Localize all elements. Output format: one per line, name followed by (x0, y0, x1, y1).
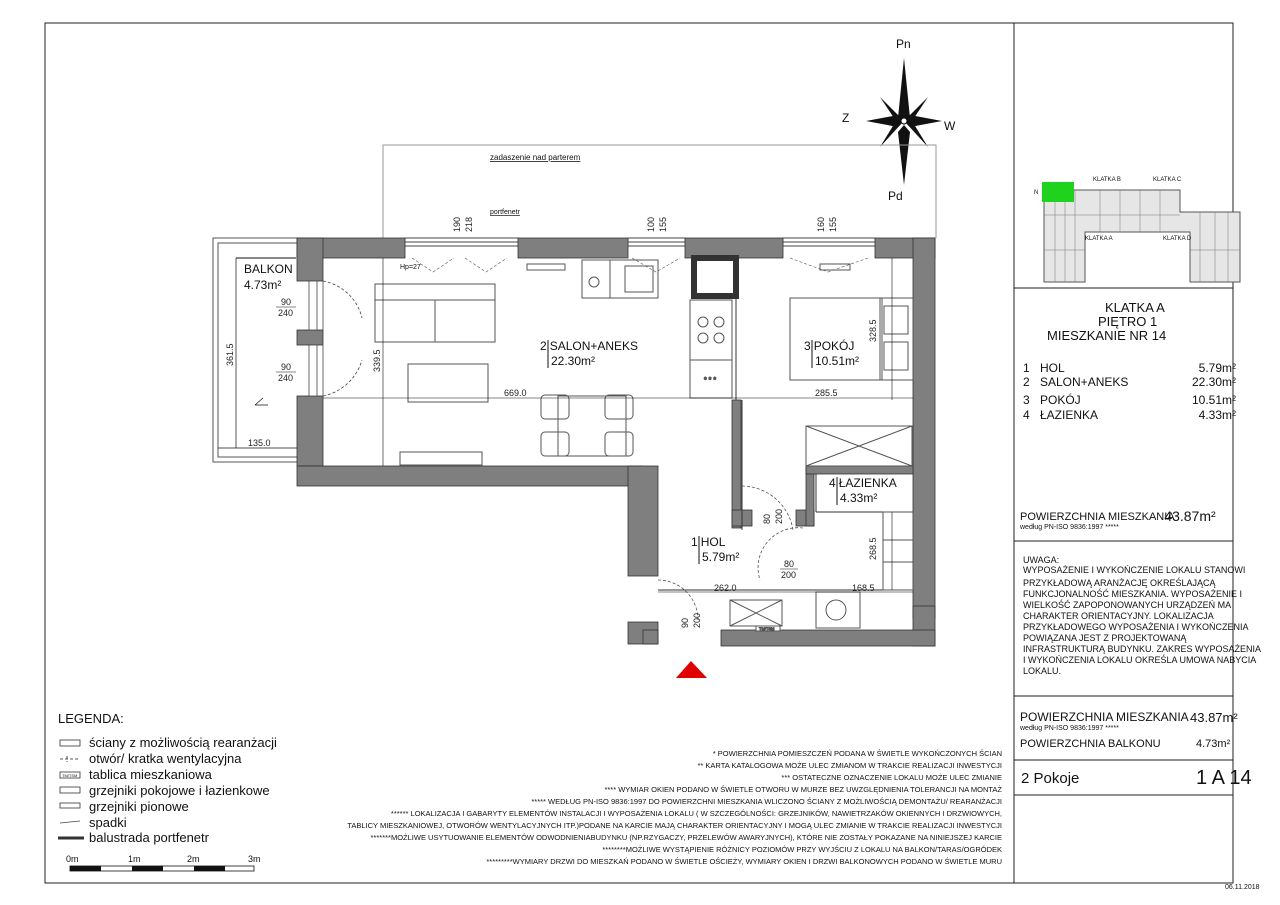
balcony-area: 4.73m² (244, 278, 282, 292)
svg-text:2: 2 (1023, 375, 1030, 389)
dimension-lines (323, 258, 913, 592)
svg-text:5.79m²: 5.79m² (1198, 361, 1236, 375)
legend-swatch-ventilation (60, 756, 80, 762)
scale-label-2: 2m (187, 854, 200, 864)
svg-text:INFRASTRUKTURĄ BUDYNKU. ZAKRES: INFRASTRUKTURĄ BUDYNKU. ZAKRES WYPOSAŻENIA (1023, 644, 1262, 654)
portfenetr-label: portfenetr (490, 209, 520, 216)
window3-height-a: 160 (816, 216, 826, 232)
svg-text:* * *: * * * (704, 377, 717, 384)
room-label-pokoj (804, 338, 859, 368)
svg-text:3POKÓJ: 3 POKÓJ (804, 339, 855, 353)
bathroom-cabinet (883, 512, 913, 590)
apartment-walls (297, 238, 935, 646)
legend-item-slopes: spadki (89, 815, 127, 830)
compass-rose (842, 37, 956, 203)
balcony-door2-width: 90 (281, 362, 292, 372)
svg-text:3: 3 (1023, 393, 1030, 407)
legend-title: LEGENDA: (58, 711, 124, 726)
info-pietro: PIĘTRO 1 (1098, 314, 1158, 329)
legend-item-walls: ściany z możliwością rearanżacji (89, 735, 277, 750)
svg-text:SALON+ANEKS: SALON+ANEKS (1040, 375, 1129, 389)
room-label-lazienka (829, 476, 897, 505)
info-klatka: KLATKA A (1105, 300, 1165, 315)
balcony-door1-height: 240 (278, 308, 294, 318)
svg-text:22.30m²: 22.30m² (1191, 375, 1236, 389)
washing-machine (816, 592, 860, 628)
svg-text:1: 1 (1023, 361, 1030, 375)
balcony-door2-height: 240 (278, 373, 294, 383)
svg-text:ŁAZIENKA: ŁAZIENKA (1040, 408, 1099, 422)
legend (58, 711, 277, 845)
scale-label-1: 1m (128, 854, 141, 864)
info-area-value: 43.87m² (1164, 508, 1216, 524)
legend-item-ventilation: otwór/ kratka wentylacyjna (89, 751, 242, 766)
dim-135: 135.0 (248, 438, 271, 448)
svg-text:PRZYKŁADOWĄ ARANŻACJĘ OKREŚLAJ: PRZYKŁADOWĄ ARANŻACJĘ OKREŚLAJĄCĄ (1023, 578, 1216, 588)
svg-text:1HOL: 1 HOL (691, 535, 726, 549)
window1-height-b: 218 (464, 216, 474, 232)
legend-swatch-slopes (60, 821, 80, 823)
legend-item-panel: tablica mieszkaniowa (89, 767, 212, 782)
windows (400, 209, 875, 272)
footnote-2: ** KARTA KATALOGOWA MOŻE ULEC ZMIANOM W TRAKCIE REALIZACJI INWESTYCJI (697, 761, 1002, 770)
dim-285: 285.5 (815, 388, 838, 398)
summary-area-sub: według PN-ISO 9836:1997 ***** (1020, 725, 1119, 732)
hp-label: Hp=27 (400, 264, 421, 271)
info-area-label: POWIERZCHNIA MIESZKANIA (1020, 511, 1175, 523)
footnote-6b: TABLICY MIESZKANIOWEJ, OTWORÓW WENTYLACYJNYCH ITP.)PODANE NA KARCIE MAJĄ CHARAKTER ORIENTACYJNY I MOGĄ ULEC ZMIANIE W TRAKCIE REALIZACJI INWESTYCJI (347, 821, 1002, 830)
svg-text:2SALON+ANEKS: 2 SALON+ANEKS (540, 339, 639, 353)
dim-268: 268.5 (868, 537, 878, 560)
svg-text:4.33m²: 4.33m² (1198, 408, 1236, 422)
dim-361: 361.5 (225, 343, 235, 366)
legend-item-railing: balustrada portfenetr (89, 830, 209, 845)
svg-text:4ŁAZIENKA: 4 ŁAZIENKA (829, 476, 897, 490)
keyplan-north: N (1034, 190, 1039, 196)
keyplan (1024, 177, 1240, 286)
legend-swatch-vertical-radiators (60, 803, 80, 808)
sheet-date: 06.11.2018 (1225, 884, 1260, 891)
footnote-3: *** OSTATECZNE OZNACZENIE LOKALU MOŻE ULEC ZMIANIE (781, 773, 1002, 782)
keyplan-klatka-a: KLATKA A (1085, 236, 1113, 242)
svg-text:22.30m²: 22.30m² (551, 354, 596, 368)
svg-text:10.51m²: 10.51m² (815, 354, 860, 368)
scale-bar (66, 854, 261, 871)
footnote-4: **** WYMIAR OKIEN PODANO W ŚWIETLE OTWORU W MURZE BEZ UWZGLĘDNIENIA TOLERANCJI NA MONTAŻ (604, 785, 1002, 794)
entry-door-height: 200 (692, 612, 702, 628)
svg-text:5.79m²: 5.79m² (702, 550, 740, 564)
entrance-arrow (676, 661, 707, 678)
legend-item-radiators: grzejniki pokojowe i łazienkowe (89, 783, 270, 798)
coffee-table (408, 364, 488, 402)
legend-swatch-walls (60, 740, 80, 746)
apartment-info (1019, 300, 1236, 531)
svg-text:PRZYKŁADOWEGO WYPOSAŻENIA I WY: PRZYKŁADOWEGO WYPOSAŻENIA I WYKOŃCZENIA (1023, 622, 1249, 632)
compass-south-label: Pd (888, 189, 903, 203)
canopy-label: zadaszenie nad parterem (490, 153, 581, 162)
scale-label-3: 3m (248, 854, 261, 864)
dim-669: 669.0 (504, 388, 527, 398)
balcony-door1-width: 90 (281, 297, 292, 307)
bath-door-width: 80 (784, 559, 795, 569)
svg-text:LOKALU.: LOKALU. (1023, 666, 1062, 676)
window1-height-a: 190 (452, 216, 462, 232)
keyplan-klatka-b: KLATKA B (1093, 177, 1121, 183)
balcony (213, 238, 297, 462)
svg-text:4.33m²: 4.33m² (840, 491, 878, 505)
tv-cabinet (400, 452, 482, 465)
dining-table (558, 396, 626, 456)
window3-height-b: 155 (828, 216, 838, 232)
compass-west-label: Z (842, 111, 850, 125)
compass-east-label: W (944, 119, 956, 133)
svg-text:TM/TSM: TM/TSM (62, 773, 78, 778)
svg-text:HOL: HOL (1040, 361, 1065, 375)
svg-text:4: 4 (1023, 408, 1030, 422)
info-room-list (1023, 361, 1236, 422)
svg-text:POKÓJ: POKÓJ (1040, 393, 1081, 407)
room-label-hol (691, 535, 739, 564)
dim-339: 339.5 (372, 349, 382, 372)
footnotes (347, 749, 1002, 866)
footnote-9: *********WYMIARY DRZWI DO MIESZKAŃ PODANO W ŚWIETLE OŚCIEŻY, WYMIARY OKIEN I DRZWI BALKONOWYCH PODANO W ŚWIETLE MURU (486, 857, 1002, 866)
svg-text:WYPOSAŻENIE I WYKOŃCZENIE LOKA: WYPOSAŻENIE I WYKOŃCZENIE LOKALU STANOWI (1023, 565, 1246, 575)
scale-label-0: 0m (66, 854, 79, 864)
keyplan-highlight (1042, 182, 1074, 202)
keyplan-klatka-c: KLATKA C (1153, 177, 1182, 183)
window2-height-b: 155 (658, 216, 668, 232)
room-label-salon (540, 339, 638, 368)
uwaga-notes (1023, 555, 1261, 676)
panel-tag: TM/TSM (759, 626, 775, 631)
keyplan-klatka-d: KLATKA D (1163, 236, 1192, 242)
footnote-5: ***** WEDŁUG PN-ISO 9836:1997 DO POWIERZCHNI MIESZKANIA WLICZONO ŚCIANY Z MOŻLIWOŚCIĄ DEMONTAŻU/ REARANŻACJI (531, 797, 1002, 806)
svg-text:POWIĄZANA JEST Z PROJEKTOWANĄ: POWIĄZANA JEST Z PROJEKTOWANĄ (1023, 633, 1187, 643)
rooms-count: 2 Pokoje (1021, 770, 1080, 787)
footnote-7: *******MOŻLIWE USYTUOWANIE ELEMENTÓW ODWODNIENIABUDYNKU (NP.RZYGACZY, PRZELEWÓW AWARYJNYCH), KTÓRE NIE ZOSTAŁY POKAZANE NA NINIEJSZEJ KARCIE (370, 833, 1002, 842)
area-summary (1019, 710, 1238, 750)
footnote-8: ********MOŻLIWE WYSTĄPIENIE RÓŻNICY POZIOMÓW PRZY WYJŚCIU Z LOKALU NA BALKON/TARAS/OGRÓDEK (602, 845, 1002, 854)
footnote-6a: ****** LOKALIZACJA I GABARYTY ELEMENTÓW INSTALACJI I WYPOSAŻENIA LOKALU ( W SZCZEGÓLNOŚCI: GRZEJNIKÓW, NAWIETRZAKÓW OKIENNYCH I DRZWIOWYCH, (390, 809, 1002, 818)
dim-328: 328.5 (868, 319, 878, 342)
uwaga-title: UWAGA: (1023, 555, 1060, 565)
hol-door-height: 200 (774, 508, 784, 524)
svg-text:FUNKCJONALNOŚĆ MIESZKANIA. WYP: FUNKCJONALNOŚĆ MIESZKANIA. WYPOSAŻENIE I (1023, 589, 1243, 599)
footnote-1: * POWIERZCHNIA POMIESZCZEŃ PODANA W ŚWIETLE WYKOŃCZONYCH ŚCIAN (712, 749, 1002, 758)
legend-swatch-radiators (60, 787, 80, 793)
window2-height-a: 100 (646, 216, 656, 232)
info-area-sub: według PN-ISO 9836:1997 ***** (1020, 524, 1119, 531)
compass-north-label: Pn (896, 37, 911, 51)
svg-text:CHARAKTER ORIENTACYJNY. LOKALI: CHARAKTER ORIENTACYJNY. LOKALIZACJA (1023, 611, 1214, 621)
svg-text:I WYKOŃCZENIA LOKALU OKREŚLA U: I WYKOŃCZENIA LOKALU OKREŚLA UMOWA NABYCIA (1023, 655, 1257, 665)
svg-text:10.51m²: 10.51m² (1191, 393, 1236, 407)
summary-area-value: 43.87m² (1190, 710, 1238, 725)
summary-area-label: POWIERZCHNIA MIESZKANIA (1020, 710, 1189, 724)
svg-text:WIELKOŚĆ ZAPOPONOWANYCH URZĄDZ: WIELKOŚĆ ZAPOPONOWANYCH URZĄDZEŃ MA (1023, 600, 1232, 610)
entry-door-width: 90 (680, 617, 690, 628)
summary-balcony-value: 4.73m² (1196, 738, 1231, 750)
apartment-code: 1 A 14 (1196, 767, 1252, 789)
info-mieszkanie: MIESZKANIE NR 14 (1047, 328, 1167, 343)
balcony-name: BALKON (244, 262, 293, 276)
summary-balcony-label: POWIERZCHNIA BALKONU (1020, 738, 1161, 750)
legend-item-vertical-radiators: grzejniki pionowe (89, 799, 189, 814)
hol-door-width: 80 (762, 513, 772, 524)
dim-262: 262.0 (714, 583, 737, 593)
dim-168: 168.5 (852, 583, 875, 593)
bath-door-height: 200 (781, 570, 797, 580)
